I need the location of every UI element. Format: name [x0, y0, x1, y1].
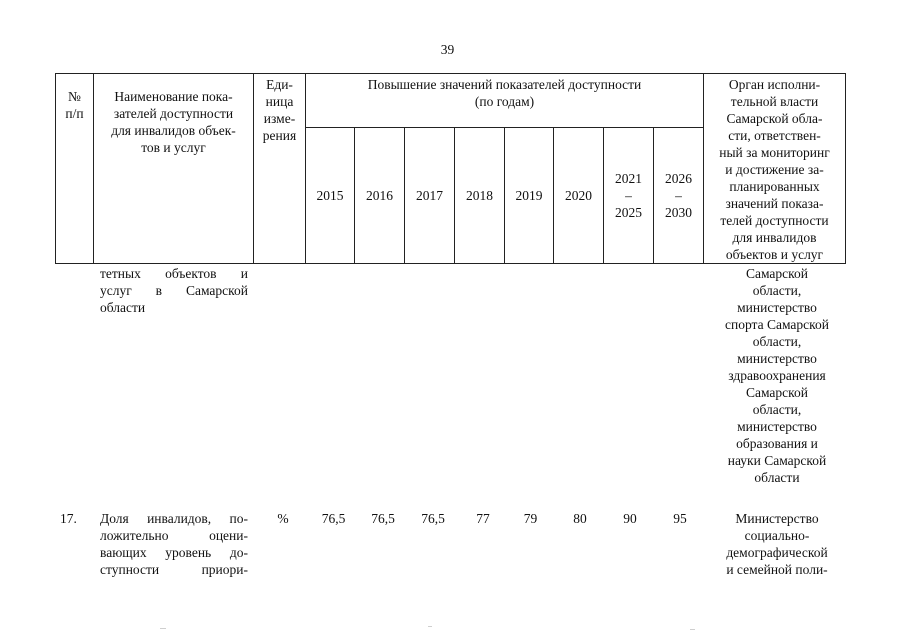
row17-unit: %: [277, 511, 289, 526]
row17-number: 17.: [60, 511, 77, 526]
scan-mark: [428, 626, 432, 627]
row17-value-2026-2030: 95: [673, 511, 687, 526]
header-year-2020: 2020: [554, 128, 604, 264]
header-year-2019: 2019: [505, 128, 554, 264]
row17-value-2021-2025: 90: [623, 511, 637, 526]
page-number: 39: [440, 42, 455, 57]
header-year-2015: 2015: [306, 128, 355, 264]
row17-value-2018: 77: [476, 511, 490, 526]
header-unit: Еди- ница изме- рения: [254, 74, 306, 264]
scan-mark: [690, 629, 695, 630]
header-year-2018: 2018: [455, 128, 505, 264]
row17-responsible-authority: Министерство социально- демографической и семейной поли-: [726, 511, 828, 577]
header-year-2016: 2016: [355, 128, 405, 264]
header-indicator-name: Наименование пока- зателей доступности для инвалидов объек- тов и услуг: [94, 74, 254, 264]
row17-value-2015: 76,5: [321, 511, 346, 526]
header-responsible-authority: Орган исполни- тельной власти Самарской обла- сти, ответствен- ный за мониторинг и достижение за- планированных значений показа- телей доступности для инвалидов объектов и услуг: [704, 74, 846, 264]
row17-value-2019: 79: [523, 511, 538, 526]
continued-responsible-authority: Самарской области, министерство спорта Самарской области, министерство здравоохранения Самарской области, министерство образования и науки Самарской области: [725, 266, 829, 485]
header-year-2017: 2017: [405, 128, 455, 264]
scan-mark: [160, 628, 166, 629]
header-years-2021-2025: 2021 – 2025: [604, 128, 654, 264]
row17-value-2016: 76,5: [371, 511, 395, 526]
header-years-2026-2030: 2026 – 2030: [654, 128, 704, 264]
continued-indicator-name: тетных объектов и услуг в Самарской области: [100, 266, 248, 315]
row17-value-2017: 76,5: [421, 511, 445, 526]
row17-indicator-name: Доля инвалидов, по- ложительно оцени- вающих уровень до- ступности приори-: [100, 511, 248, 577]
indicator-table-header: [55, 73, 846, 264]
row17-value-2020: 80: [573, 511, 587, 526]
header-increase-by-years: Повышение значений показателей доступности (по годам): [306, 74, 704, 128]
header-number: № п/п: [56, 74, 94, 264]
